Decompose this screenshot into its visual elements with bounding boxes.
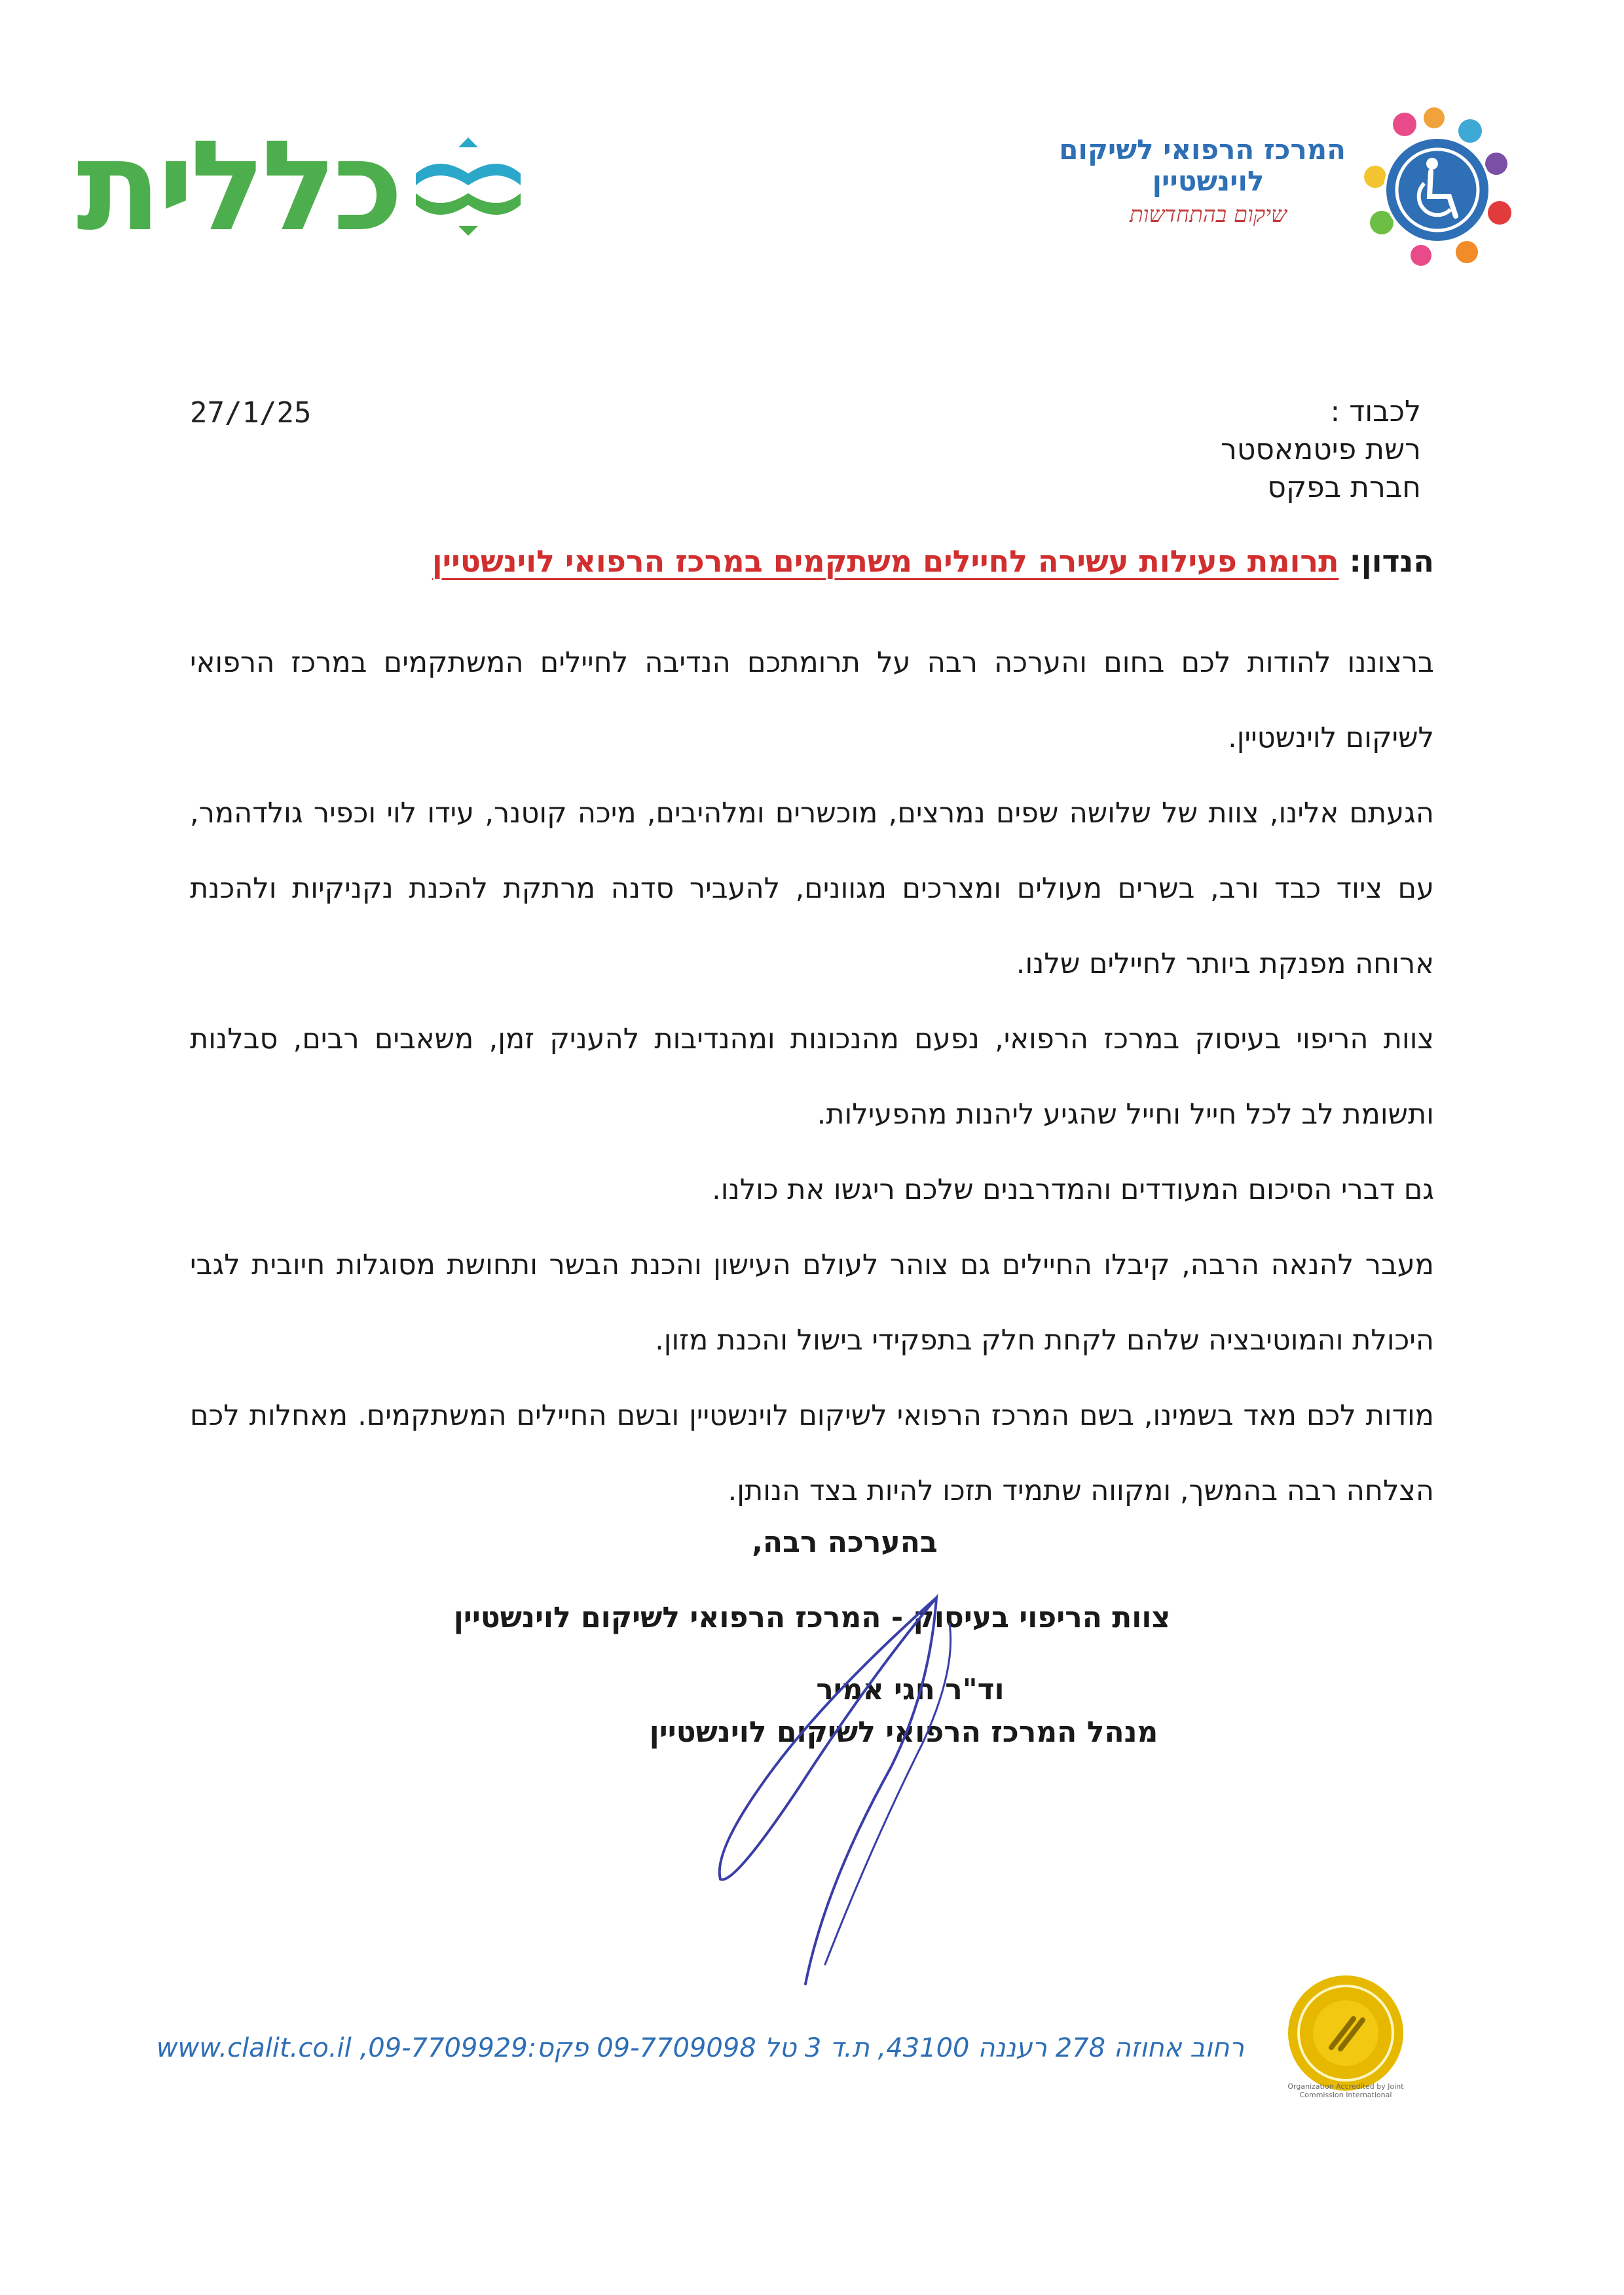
- closing-regards: בהערכה רבה,: [752, 1526, 938, 1559]
- body-paragraph: מעבר להנאה הרבה, קיבלו החיילים גם צוהר לעולם העישון והכנת הבשר ותחושת מסוגלות חיובית לגבי היכולת והמוטיבציה שלהם לקחת חלק בתפקידי בישול והכנת מזון.: [190, 1249, 1434, 1357]
- letter-date: 27/1/25: [190, 396, 312, 430]
- clalit-logo-text: כללית: [76, 114, 399, 259]
- subject-line: [432, 543, 1434, 579]
- loewenstein-tagline: שיקום בהתחדשות: [1129, 202, 1287, 228]
- body-paragraph: ברצוננו להודות לכם בחום והערכה רבה על תרומתכם הנדיבה לחיילים המשתקמים במרכז הרפואי לשיקום לוינשטיין.: [190, 646, 1434, 754]
- body-paragraph: צוות הריפוי בעיסוק במרכז הרפואי, נפעם מהנכונות ומהנדיבות להעניק זמן, משאבים רבים, סבלנות ותשומת לב לכל חייל וחייל שהגיע ליהנות מהפעילות.: [190, 1023, 1434, 1131]
- recipient-line-2: חברת בפקס: [1267, 471, 1421, 504]
- signer-title: מנהל המרכז הרפואי לשיקום לוינשטיין: [649, 1716, 1158, 1749]
- signer-name: וד"ר חגי אמיר: [816, 1673, 1005, 1706]
- handwritten-signature: [674, 1571, 1015, 1991]
- loewenstein-name-line2: לוינשטיין: [1152, 165, 1264, 197]
- subject-label: הנדון:: [1349, 543, 1434, 579]
- clalit-logo: [76, 114, 530, 259]
- jci-caption: Organization Accredited by Joint Commission International: [1287, 2082, 1404, 2099]
- team-signature-line: צוות הריפוי בעיסוק - המרכז הרפואי לשיקום לוינשטיין: [453, 1601, 1171, 1634]
- recipient-salutation: לכבוד :: [1330, 395, 1421, 428]
- recipient-block: [1221, 393, 1421, 507]
- footer-address: רחוב אחוזה 278 רעננה 43100, ת.ד 3 טל 09-7709098 פקס:09-7709929, www.clalit.co.il: [156, 2033, 1244, 2063]
- letter-body: [190, 625, 1434, 1529]
- body-paragraph: הגעתם אלינו, צוות של שלושה שפים נמרצים, מוכשרים ומלהיבים, מיכה קוטנר, עידו לוי וכפיר גולדהמר, עם ציוד כבד ורב, בשרים מעולים ומצרכים מגוונים, להעביר סדנה מרתקת להכנת נקניקיות ולהכנת ארוחה מפנקת ביותר לחיילים שלנו.: [190, 797, 1434, 980]
- recipient-line-1: רשת פיטמאסטר: [1221, 433, 1421, 466]
- body-paragraph: גם דברי הסיכום המעודדים והמדרבנים שלכם ריגשו את כולנו.: [712, 1173, 1434, 1206]
- body-paragraph: מודות לכם מאד בשמינו, בשם המרכז הרפואי לשיקום לוינשטיין ובשם החיילים המשתקמים. מאחלות לכם הצלחה רבה בהמשך, ומקווה שתמיד תזכו להיות בצד הנותן.: [190, 1399, 1434, 1507]
- subject-text: תרומת פעילות עשירה לחיילים משתקמים במרכז הרפואי לוינשטיין: [432, 543, 1339, 579]
- loewenstein-logo: [1059, 98, 1519, 282]
- loewenstein-name-line1: המרכז הרפואי לשיקום: [1059, 134, 1346, 166]
- loewenstein-logo-text: [1059, 134, 1346, 230]
- loewenstein-emblem-icon: [1359, 98, 1519, 275]
- clalit-wave-icon: [409, 128, 527, 246]
